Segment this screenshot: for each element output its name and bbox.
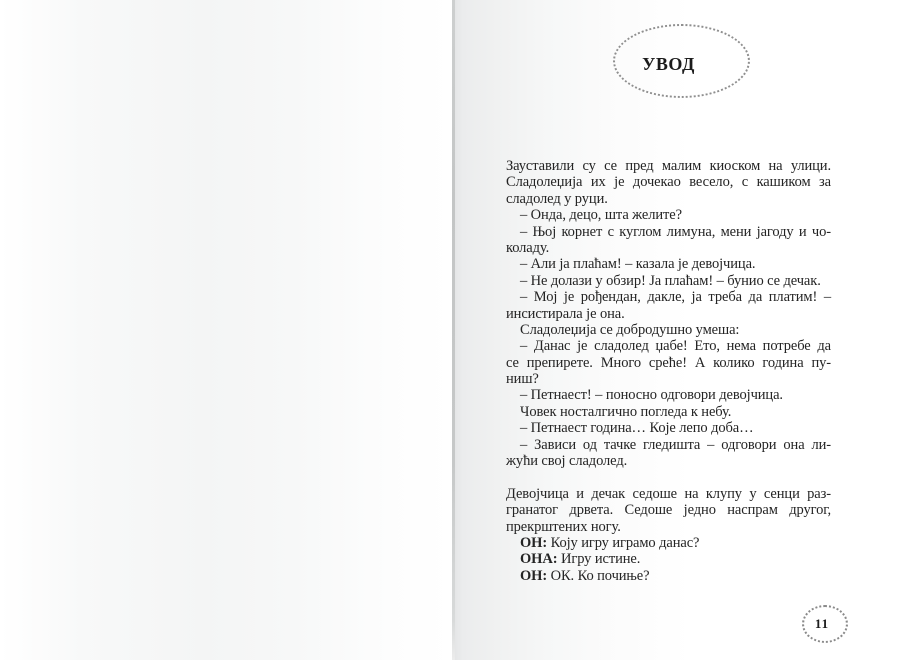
text-line: – Зависи од тачке гледишта – одговори она ли- (520, 436, 831, 453)
speaker-name: ОН: (520, 534, 548, 551)
text-line: Сладолеџија се добродушно умеша: (520, 321, 740, 338)
speaker-name: ОН: (520, 567, 548, 584)
text-line: Зауставили су се пред малим киоском на улици. (506, 158, 831, 174)
page-number-frame (802, 605, 848, 643)
text-line: – Не долази у обзир! Ја плаћам! – бунио се дечак. (520, 272, 821, 289)
text-line: прекрштених ногу. (506, 518, 621, 535)
right-page (455, 0, 900, 660)
text-line: ОН: ОК. Ко почиње? (520, 567, 650, 584)
text-line: – Њој корнет с куглом лимуна, мени јагоду и чо- (520, 223, 831, 240)
chapter-title: УВОД (642, 54, 695, 74)
text-line: Човек носталгично погледа к небу. (520, 403, 732, 420)
text-line: ОНА: Игру истине. (520, 551, 641, 568)
text-line: Сладолеџија их је дочекао весело, с кашиком за (506, 174, 831, 191)
body-text (506, 158, 831, 584)
text-line: ниш? (506, 371, 539, 388)
text-line: – Али ја плаћам! – казала је девојчица. (520, 256, 756, 273)
text-line: – Мој је рођендан, дакле, ја треба да платим! – (520, 289, 831, 306)
text-line: сладолед у руци. (506, 190, 608, 207)
chapter-title-frame (613, 24, 750, 98)
blank-line (506, 469, 831, 485)
text-line: – Петнаест! – поносно одговори девојчица. (520, 387, 783, 404)
speaker-name: ОНА: (520, 551, 558, 568)
page-number: 11 (814, 616, 830, 631)
text-line: инсистирала је она. (506, 305, 625, 322)
text-line: се препирете. Много среће! А колико година пу- (506, 354, 831, 371)
text-line: жући свој сладолед. (506, 453, 628, 470)
text-line: – Данас је сладолед џабе! Ето, нема потребе да (520, 338, 831, 355)
text-line: – Петнаест година… Које лепо доба… (520, 420, 754, 437)
text-line: – Онда, децо, шта желите? (520, 207, 682, 224)
text-line: ОН: Коју игру играмо данас? (520, 534, 700, 551)
text-line: Девојчица и дечак седоше на клупу у сенци раз- (506, 485, 831, 502)
text-line: гранатог дрвета. Седоше једно наспрам другог, (506, 502, 831, 519)
text-line: коладу. (506, 239, 550, 256)
